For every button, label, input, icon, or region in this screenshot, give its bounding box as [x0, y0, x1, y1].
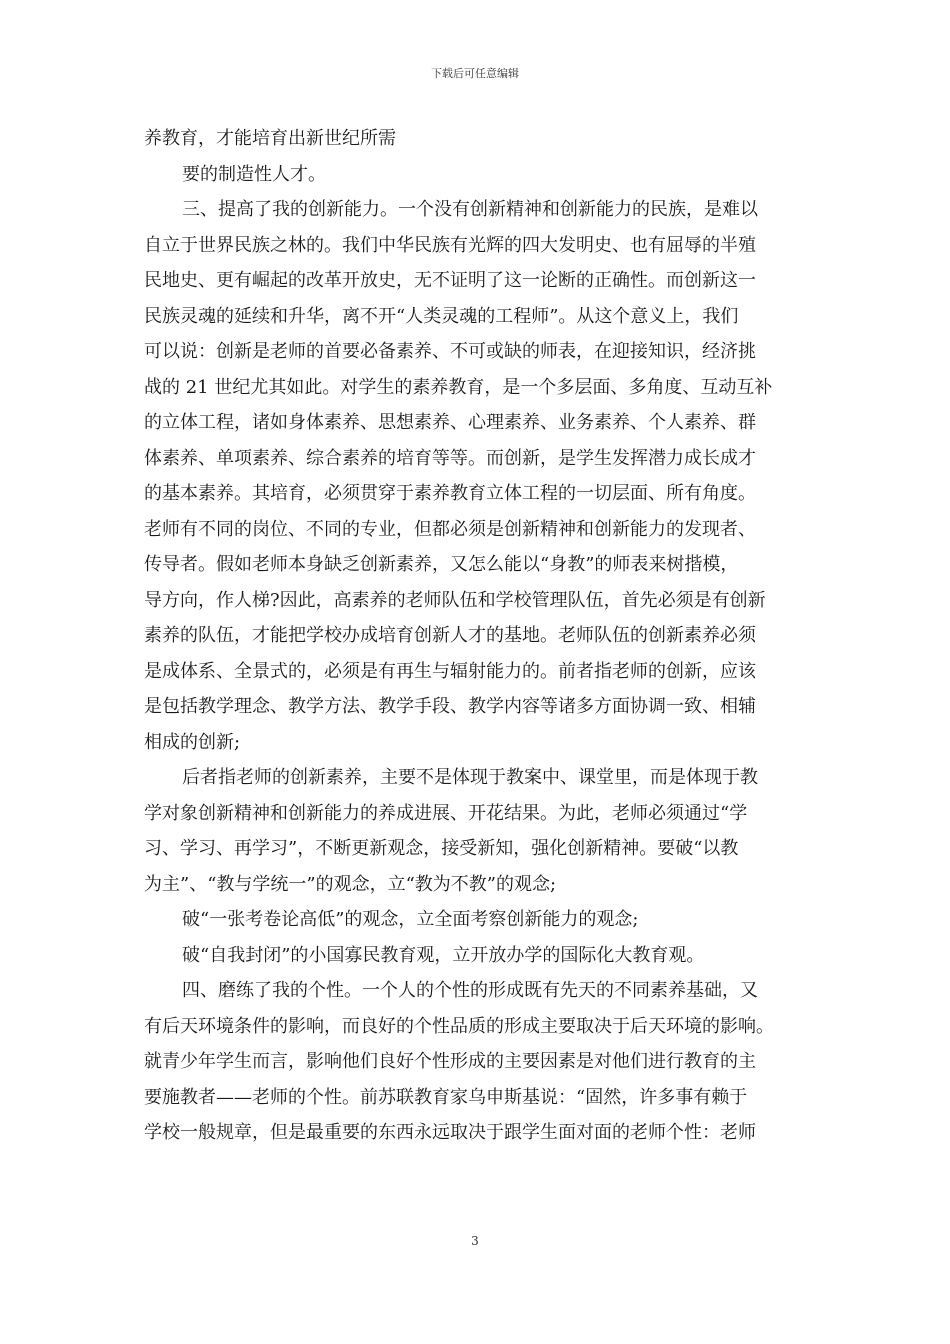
text-line: 自立于世界民族之林的。我们中华民族有光辉的四大发明史、也有屈辱的半殖 [144, 234, 756, 256]
text-line: 民族灵魂的延续和升华，离不开“人类灵魂的工程师”。从这个意义上，我们 [144, 305, 739, 327]
text-line: 素养的队伍，才能把学校办成培育创新人才的基地。老师队伍的创新素养必须 [144, 625, 756, 646]
text-line: 传导者。假如老师本身缺乏创新素养，又怎么能以“身教”的师表来树揩模， [144, 554, 739, 575]
text-line: 的立体工程，诸如身体素养、思想素养、心理素养、业务素养、个人素养、群 [144, 412, 756, 433]
text-line: 相成的创新; [144, 731, 241, 753]
text-line: 学校一般规章，但是最重要的东西永远取决于跟学生面对面的老师个性：老师 [144, 1122, 756, 1143]
document-body [144, 121, 816, 1151]
text-line: 后者指老师的创新素养，主要不是体现于教案中、课堂里，而是体现于教 [182, 767, 758, 788]
text-line: 战的 21 世纪尤其如此。对学生的素养教育，是一个多层面、多角度、互动互补 [144, 376, 773, 398]
text-line: 就青少年学生而言，影响他们良好个性形成的主要因素是对他们进行教育的主 [144, 1051, 756, 1072]
page-number: 3 [471, 1234, 479, 1248]
text-line: 破“一张考卷论高低”的观念，立全面考察创新能力的观念; [182, 909, 639, 930]
text-line: 民地史、更有崛起的改革开放史，无不证明了这一论断的正确性。而创新这一 [144, 270, 756, 291]
text-line: 要施教者——老师的个性。前苏联教育家乌申斯基说：“固然，许多事有赖于 [144, 1086, 748, 1108]
text-line: 可以说：创新是老师的首要必备素养、不可或缺的师表，在迎接知识，经济挑 [144, 341, 756, 362]
page-header: 下载后可任意编辑 [431, 67, 519, 80]
text-line: 养教育，才能培育出新世纪所需 [144, 128, 396, 149]
text-line: 习、学习、再学习”，不断更新观念，接受新知，强化创新精神。要破“以教 [144, 838, 739, 859]
text-line: 导方向，作人梯?因此，高素养的老师队伍和学校管理队伍，首先必须是有创新 [144, 589, 766, 611]
text-line: 破“自我封闭”的小国寡民教育观，立开放办学的国际化大教育观。 [182, 944, 705, 966]
text-line: 三、提高了我的创新能力。一个没有创新精神和创新能力的民族，是难以 [182, 199, 758, 220]
text-line: 是成体系、全景式的，必须是有再生与辐射能力的。前者指老师的创新，应该 [144, 660, 756, 682]
text-line: 是包括教学理念、教学方法、教学手段、教学内容等诸多方面协调一致、相辅 [144, 696, 756, 717]
text-line: 四、磨练了我的个性。一个人的个性的形成既有先天的不同素养基础，又 [182, 980, 758, 1001]
text-line: 学对象创新精神和创新能力的养成进展、开花结果。为此，老师必须通过“学 [144, 802, 748, 824]
text-line: 的基本素养。其培育，必须贯穿于素养教育立体工程的一切层面、所有角度。 [144, 483, 756, 504]
text-line: 为主”、“教与学统一”的观念，立“教为不教”的观念; [144, 873, 557, 895]
text-line: 老师有不同的岗位、不同的专业，但都必须是创新精神和创新能力的发现者、 [144, 518, 756, 540]
text-line: 有后天环境条件的影响，而良好的个性品质的形成主要取决于后天环境的影响。 [144, 1015, 774, 1037]
text-line: 要的制造性人才。 [182, 163, 326, 185]
text-line: 体素养、单项素养、综合素养的培育等等。而创新，是学生发挥潜力成长成才 [144, 447, 756, 469]
